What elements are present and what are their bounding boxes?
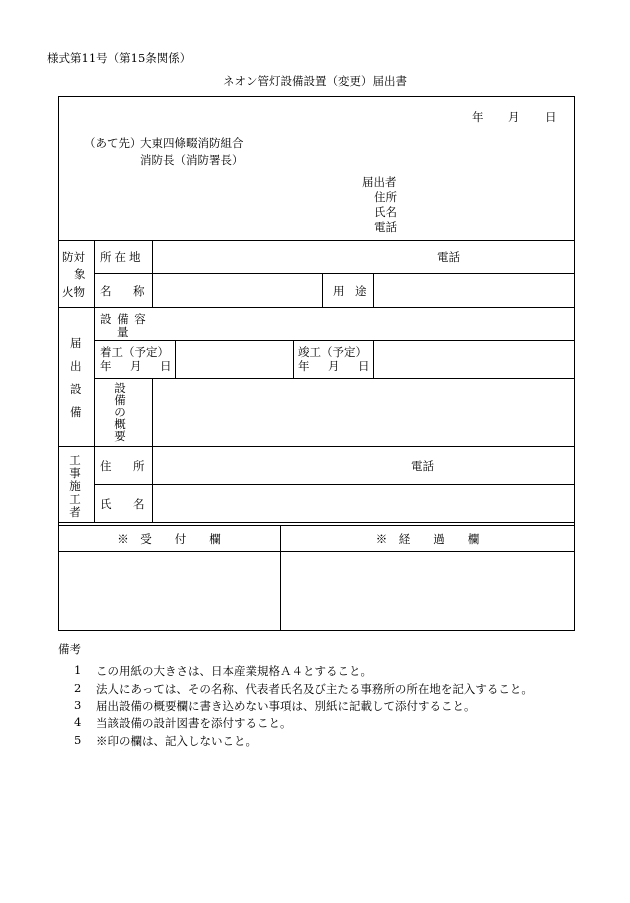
target-name-label-2: 称 — [133, 284, 145, 298]
note-number: 4 — [74, 715, 82, 729]
contractor-name-label-1: 氏 — [100, 497, 112, 511]
divider — [94, 273, 575, 274]
date-month: 月 — [508, 110, 520, 124]
contractor-phone-label: 電話 — [411, 459, 434, 473]
completion-day: 日 — [358, 359, 370, 373]
overview-label-char: の — [114, 405, 126, 419]
applicant-address-label: 住所 — [374, 190, 397, 204]
divider — [94, 378, 575, 379]
overview-label-char: 概 — [114, 417, 126, 431]
divider — [58, 525, 575, 526]
completion-label: 竣工（予定） — [298, 345, 367, 359]
date-day: 日 — [545, 110, 557, 124]
contractor-address-label-1: 住 — [100, 459, 112, 473]
completion-month: 月 — [328, 359, 340, 373]
location-label: 所在地 — [100, 250, 144, 264]
contractor-heading-char: 工 — [69, 453, 81, 467]
contractor-heading-char: 者 — [69, 505, 81, 519]
equipment-heading-3: 設 — [70, 382, 82, 396]
divider — [373, 340, 374, 378]
contractor-name-label-2: 名 — [133, 497, 145, 511]
equipment-heading-1: 届 — [70, 336, 82, 350]
divider — [94, 240, 95, 522]
form-number: 様式第11号（第15条関係） — [47, 51, 192, 65]
divider — [152, 240, 153, 307]
note-number: 2 — [74, 681, 82, 695]
target-heading-2: 象 — [74, 267, 86, 281]
target-name-label-1: 名 — [100, 284, 112, 298]
divider — [152, 378, 153, 522]
divider — [58, 446, 575, 447]
divider — [58, 307, 575, 308]
overview-label-char: 要 — [114, 429, 126, 443]
addressee-prefix: （あて先） — [84, 136, 142, 150]
start-month: 月 — [130, 359, 142, 373]
addressee-line1: 大東四條畷消防組合 — [140, 136, 244, 150]
overview-label-char: 備 — [114, 393, 126, 407]
contractor-heading — [68, 452, 82, 521]
addressee-line2: 消防長（消防署長） — [140, 153, 244, 167]
note-number: 5 — [74, 733, 82, 747]
start-label: 着工（予定） — [100, 345, 169, 359]
reception-label: ※ 受 付 欄 — [117, 532, 221, 546]
equipment-heading-4: 備 — [70, 405, 82, 419]
divider — [293, 340, 294, 378]
target-heading-3: 火物 — [62, 285, 85, 299]
divider — [58, 240, 575, 241]
contractor-heading-char: 事 — [69, 466, 81, 480]
capacity-label-2: 量 — [117, 325, 129, 339]
note-text: 届出設備の概要欄に書き込めない事項は、別紙に記載して添付すること。 — [96, 699, 476, 713]
note-number: 1 — [74, 663, 82, 677]
completion-year: 年 — [298, 359, 310, 373]
start-day: 日 — [160, 359, 172, 373]
equipment-heading-2: 出 — [70, 359, 82, 373]
note-text: 法人にあっては、その名称、代表者氏名及び主たる事務所の所在地を記入すること。 — [96, 682, 533, 696]
divider — [94, 340, 575, 341]
overview-label-char: 設 — [114, 381, 126, 395]
contractor-address-label-2: 所 — [133, 459, 145, 473]
contractor-heading-char: 施 — [69, 479, 81, 493]
contractor-heading-char: 工 — [69, 492, 81, 506]
applicant-label: 届出者 — [362, 175, 397, 189]
capacity-label-1: 設 備 容 — [100, 312, 147, 326]
note-text: ※印の欄は、記入しないこと。 — [96, 734, 257, 748]
divider — [94, 484, 575, 485]
start-year: 年 — [100, 359, 112, 373]
target-heading-1: 防対 — [62, 250, 85, 264]
use-label-1: 用 — [333, 284, 345, 298]
divider — [322, 273, 323, 307]
applicant-phone-label: 電話 — [374, 220, 397, 234]
divider — [175, 340, 176, 378]
note-text: この用紙の大きさは、日本産業規格Ａ４とすること。 — [96, 664, 372, 678]
progress-label: ※ 経 過 欄 — [375, 532, 480, 546]
divider — [58, 551, 575, 552]
note-text: 当該設備の設計図書を添付すること。 — [96, 716, 292, 730]
overview-label — [113, 380, 127, 445]
use-label-2: 途 — [355, 284, 367, 298]
date-year: 年 — [472, 110, 484, 124]
form-title: ネオン管灯設備設置（変更）届出書 — [223, 74, 407, 88]
note-number: 3 — [74, 698, 82, 712]
location-phone-label: 電話 — [437, 250, 460, 264]
divider — [373, 273, 374, 307]
divider — [58, 522, 575, 523]
notes-heading: 備考 — [58, 642, 81, 656]
applicant-name-label: 氏名 — [374, 205, 397, 219]
